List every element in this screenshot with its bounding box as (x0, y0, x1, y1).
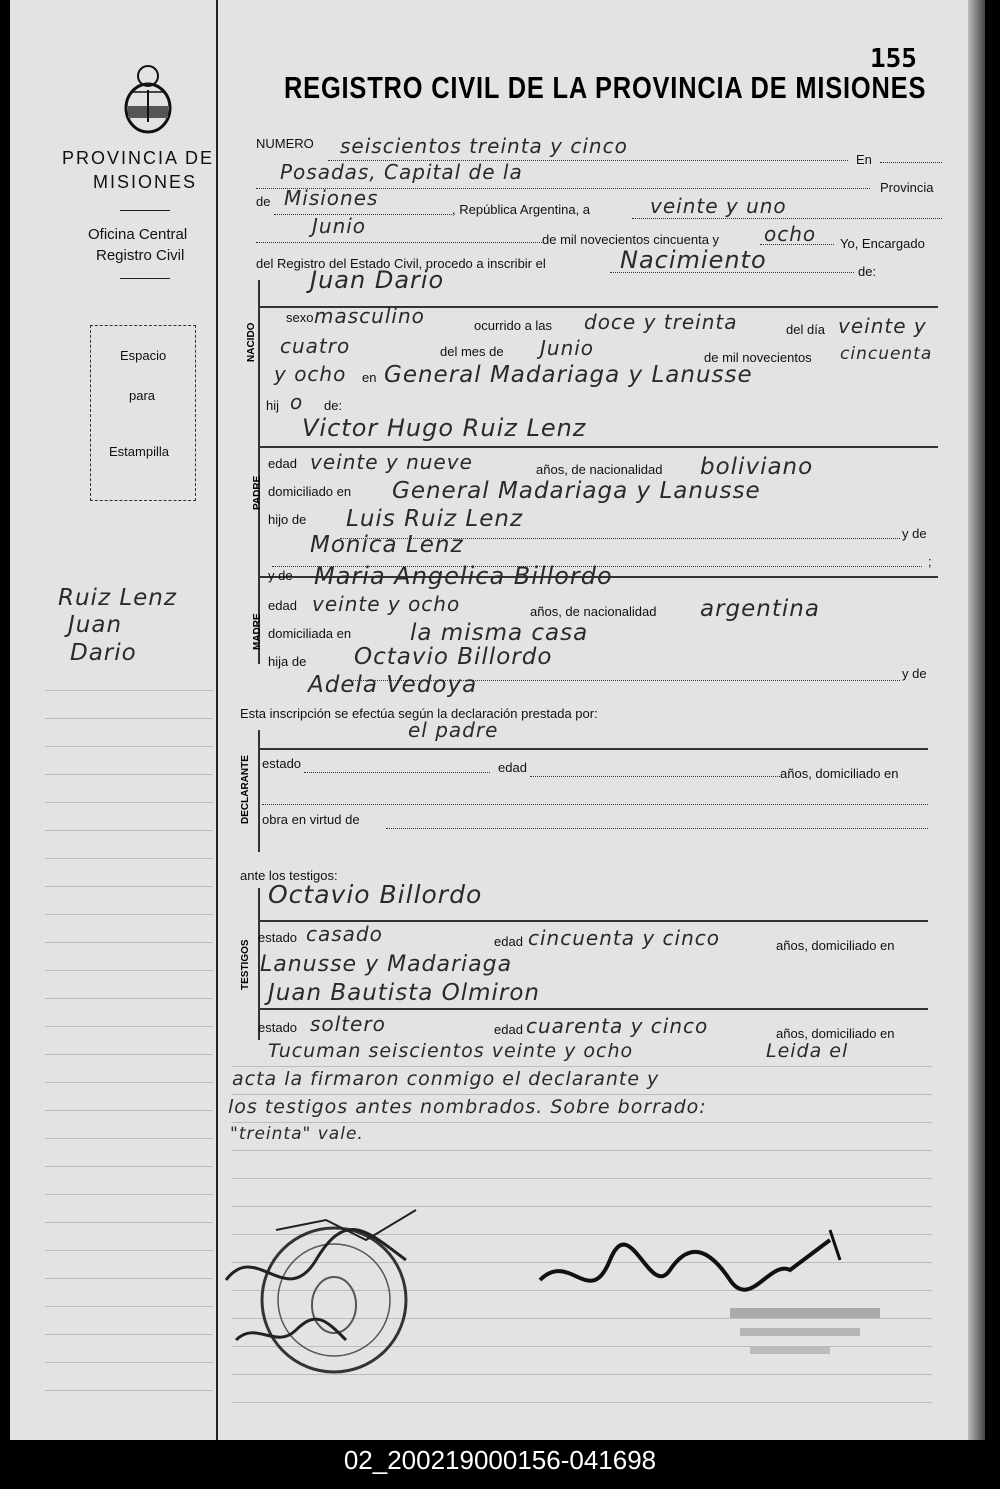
testigo-1-domicilio: Lanusse y Madariaga (260, 952, 513, 977)
fecha-dia: veinte y uno (650, 194, 787, 218)
madre-domicilio: la misma casa (410, 620, 589, 646)
anio-value: cincuenta (840, 344, 933, 364)
testigo-1-name: Octavio Billordo (268, 880, 483, 909)
section-label-padre: PADRE (252, 475, 263, 510)
anio-value-2: y ocho (274, 362, 347, 386)
de-mil-nov-label: de mil novecientos (704, 350, 812, 365)
divider (120, 210, 170, 211)
en-label: en (362, 370, 377, 385)
office-label: Oficina Central (88, 226, 188, 243)
abuela-paterna: Monica Lenz (310, 532, 464, 558)
closing-text-3: los testigos antes nombrados. Sobre borrado: (228, 1096, 707, 1118)
edad-label: edad (494, 934, 523, 949)
nacionalidad-label: años, de nacionalidad (536, 462, 663, 477)
footer-id: 02_200219000156-041698 (0, 1440, 1000, 1489)
de-label: de (256, 194, 271, 209)
ocurrido-label: ocurrido a las (474, 318, 553, 333)
padre-edad: veinte y nueve (310, 450, 473, 474)
encargado-label: Yo, Encargado (840, 236, 925, 251)
de-mil-label: de mil novecientos cincuenta y (542, 232, 720, 247)
signature-icon (276, 1210, 416, 1240)
testigo-2-estado: soltero (310, 1012, 386, 1036)
madre-name: Maria Angelica Billordo (314, 562, 613, 590)
page-edge-shadow (968, 0, 985, 1440)
page-number: 155 (870, 44, 917, 74)
domiciliada-label: domiciliada en (268, 626, 352, 641)
abuelo-materno: Octavio Billordo (354, 644, 553, 670)
signature-icon (540, 1240, 830, 1290)
padre-domicilio: General Madariaga y Lanusse (392, 478, 761, 504)
page-title: REGISTRO CIVIL DE LA PROVINCIA DE MISIONES (284, 70, 927, 105)
coat-of-arms-icon (120, 62, 176, 140)
y-de-label: y de (902, 666, 927, 681)
y-de-label: y de (902, 526, 927, 541)
y-de-madre-label: y de (268, 568, 293, 583)
anios-domicilio-label: años, domiciliado en (780, 766, 899, 781)
numero-value: seiscientos treinta y cinco (340, 134, 628, 158)
section-label-testigos: TESTIGOS (240, 939, 251, 990)
en-label: En (856, 152, 872, 167)
del-mes-label: del mes de (440, 344, 504, 359)
testigo-2-name: Juan Bautista Olmiron (268, 980, 541, 1006)
child-name: Juan Dario (310, 266, 445, 294)
madre-nacionalidad: argentina (700, 596, 820, 622)
dia-value-2: cuatro (280, 334, 351, 358)
section-bracket (258, 280, 260, 664)
provincia-label: Provincia (880, 180, 934, 195)
abuelo-paterno: Luis Ruiz Lenz (346, 506, 524, 532)
left-margin (10, 0, 218, 1440)
stamp-text-3: Estampilla (109, 444, 169, 459)
nacionalidad-label: años, de nacionalidad (530, 604, 657, 619)
edad-label: edad (268, 598, 297, 613)
domiciliado-label: domiciliado en (268, 484, 352, 499)
hij-label: hij (266, 398, 280, 413)
province-name: MISIONES (93, 172, 198, 192)
padre-name: Victor Hugo Ruiz Lenz (302, 414, 587, 442)
divider (120, 278, 170, 279)
dia-value: veinte y (838, 314, 927, 338)
inscripcion-label: Esta inscripción se efectúa según la declaración prestada por: (240, 706, 598, 721)
fecha-anio: ocho (764, 222, 817, 246)
madre-edad: veinte y ocho (312, 592, 461, 616)
estado-label: estado (262, 756, 302, 771)
testigos-label: ante los testigos: (240, 868, 338, 883)
anios-domicilio-label: años, domiciliado en (776, 938, 895, 953)
provincia-value: Misiones (284, 186, 379, 210)
edad-label: edad (268, 456, 297, 471)
acto-value: Nacimiento (620, 246, 767, 274)
closing-text-2: acta la firmaron conmigo el declarante y (232, 1068, 660, 1090)
edad-label: edad (494, 1022, 523, 1037)
padre-nacionalidad: boliviano (700, 454, 814, 480)
lugar-nac-value: General Madariaga y Lanusse (384, 362, 753, 388)
stamp-text-2: para (129, 388, 156, 403)
obra-label: obra en virtud de (262, 812, 360, 827)
margin-note: Juan (68, 612, 123, 638)
testigo-2-edad: cuarenta y cinco (526, 1014, 709, 1038)
section-label-nacido: NACIDO (246, 322, 257, 362)
sexo-label: sexo (286, 310, 314, 325)
estado-label: estado (258, 1020, 298, 1035)
official-seal-icon (262, 1228, 406, 1372)
hija-de-label: hija de (268, 654, 307, 669)
de-label-2: de: (324, 398, 343, 413)
closing-text-1: Leida el (766, 1040, 849, 1062)
signature-icon (226, 1230, 406, 1280)
mes-value: Junio (540, 336, 595, 360)
signatures-and-seal (216, 1200, 476, 1390)
stamp-text-1: Espacio (120, 348, 167, 363)
hijo-de-label: hijo de (268, 512, 307, 527)
registrar-stamp-icon (730, 1300, 890, 1370)
office-label-2: Registro Civil (96, 247, 185, 264)
edad-label: edad (498, 760, 527, 775)
hij-value: o (290, 390, 304, 414)
abuela-materna: Adela Vedoya (308, 672, 478, 698)
republica-label: , República Argentina, a (452, 202, 591, 217)
hora-value: doce y treinta (584, 310, 738, 334)
closing-text-4: "treinta" vale. (230, 1124, 364, 1144)
section-label-madre: MADRE (252, 613, 263, 650)
section-label-declarante: DECLARANTE (240, 755, 251, 824)
testigo-1-edad: cincuenta y cinco (528, 926, 720, 950)
fecha-mes: Junio (312, 214, 367, 238)
document-page (10, 0, 985, 1440)
estado-label: estado (258, 930, 298, 945)
numero-label: NUMERO (256, 136, 314, 151)
semicolon: ; (928, 554, 932, 569)
sexo-value: masculino (314, 304, 425, 328)
declarante-value: el padre (408, 718, 499, 742)
anios-domicilio-label: años, domiciliado en (776, 1026, 895, 1041)
province-label: PROVINCIA DE (62, 148, 215, 168)
del-dia-label: del día (786, 322, 826, 337)
testigo-1-estado: casado (306, 922, 383, 946)
registro-label: del Registro del Estado Civil, procedo a inscribir el (256, 256, 546, 271)
stamp-box (90, 325, 196, 501)
testigo-2-domicilio: Tucuman seiscientos veinte y ocho (268, 1040, 634, 1062)
de-colon: de: (858, 264, 877, 279)
lugar-value: Posadas, Capital de la (280, 160, 523, 184)
margin-note: Ruiz Lenz (58, 585, 177, 611)
margin-note: Dario (70, 640, 137, 666)
